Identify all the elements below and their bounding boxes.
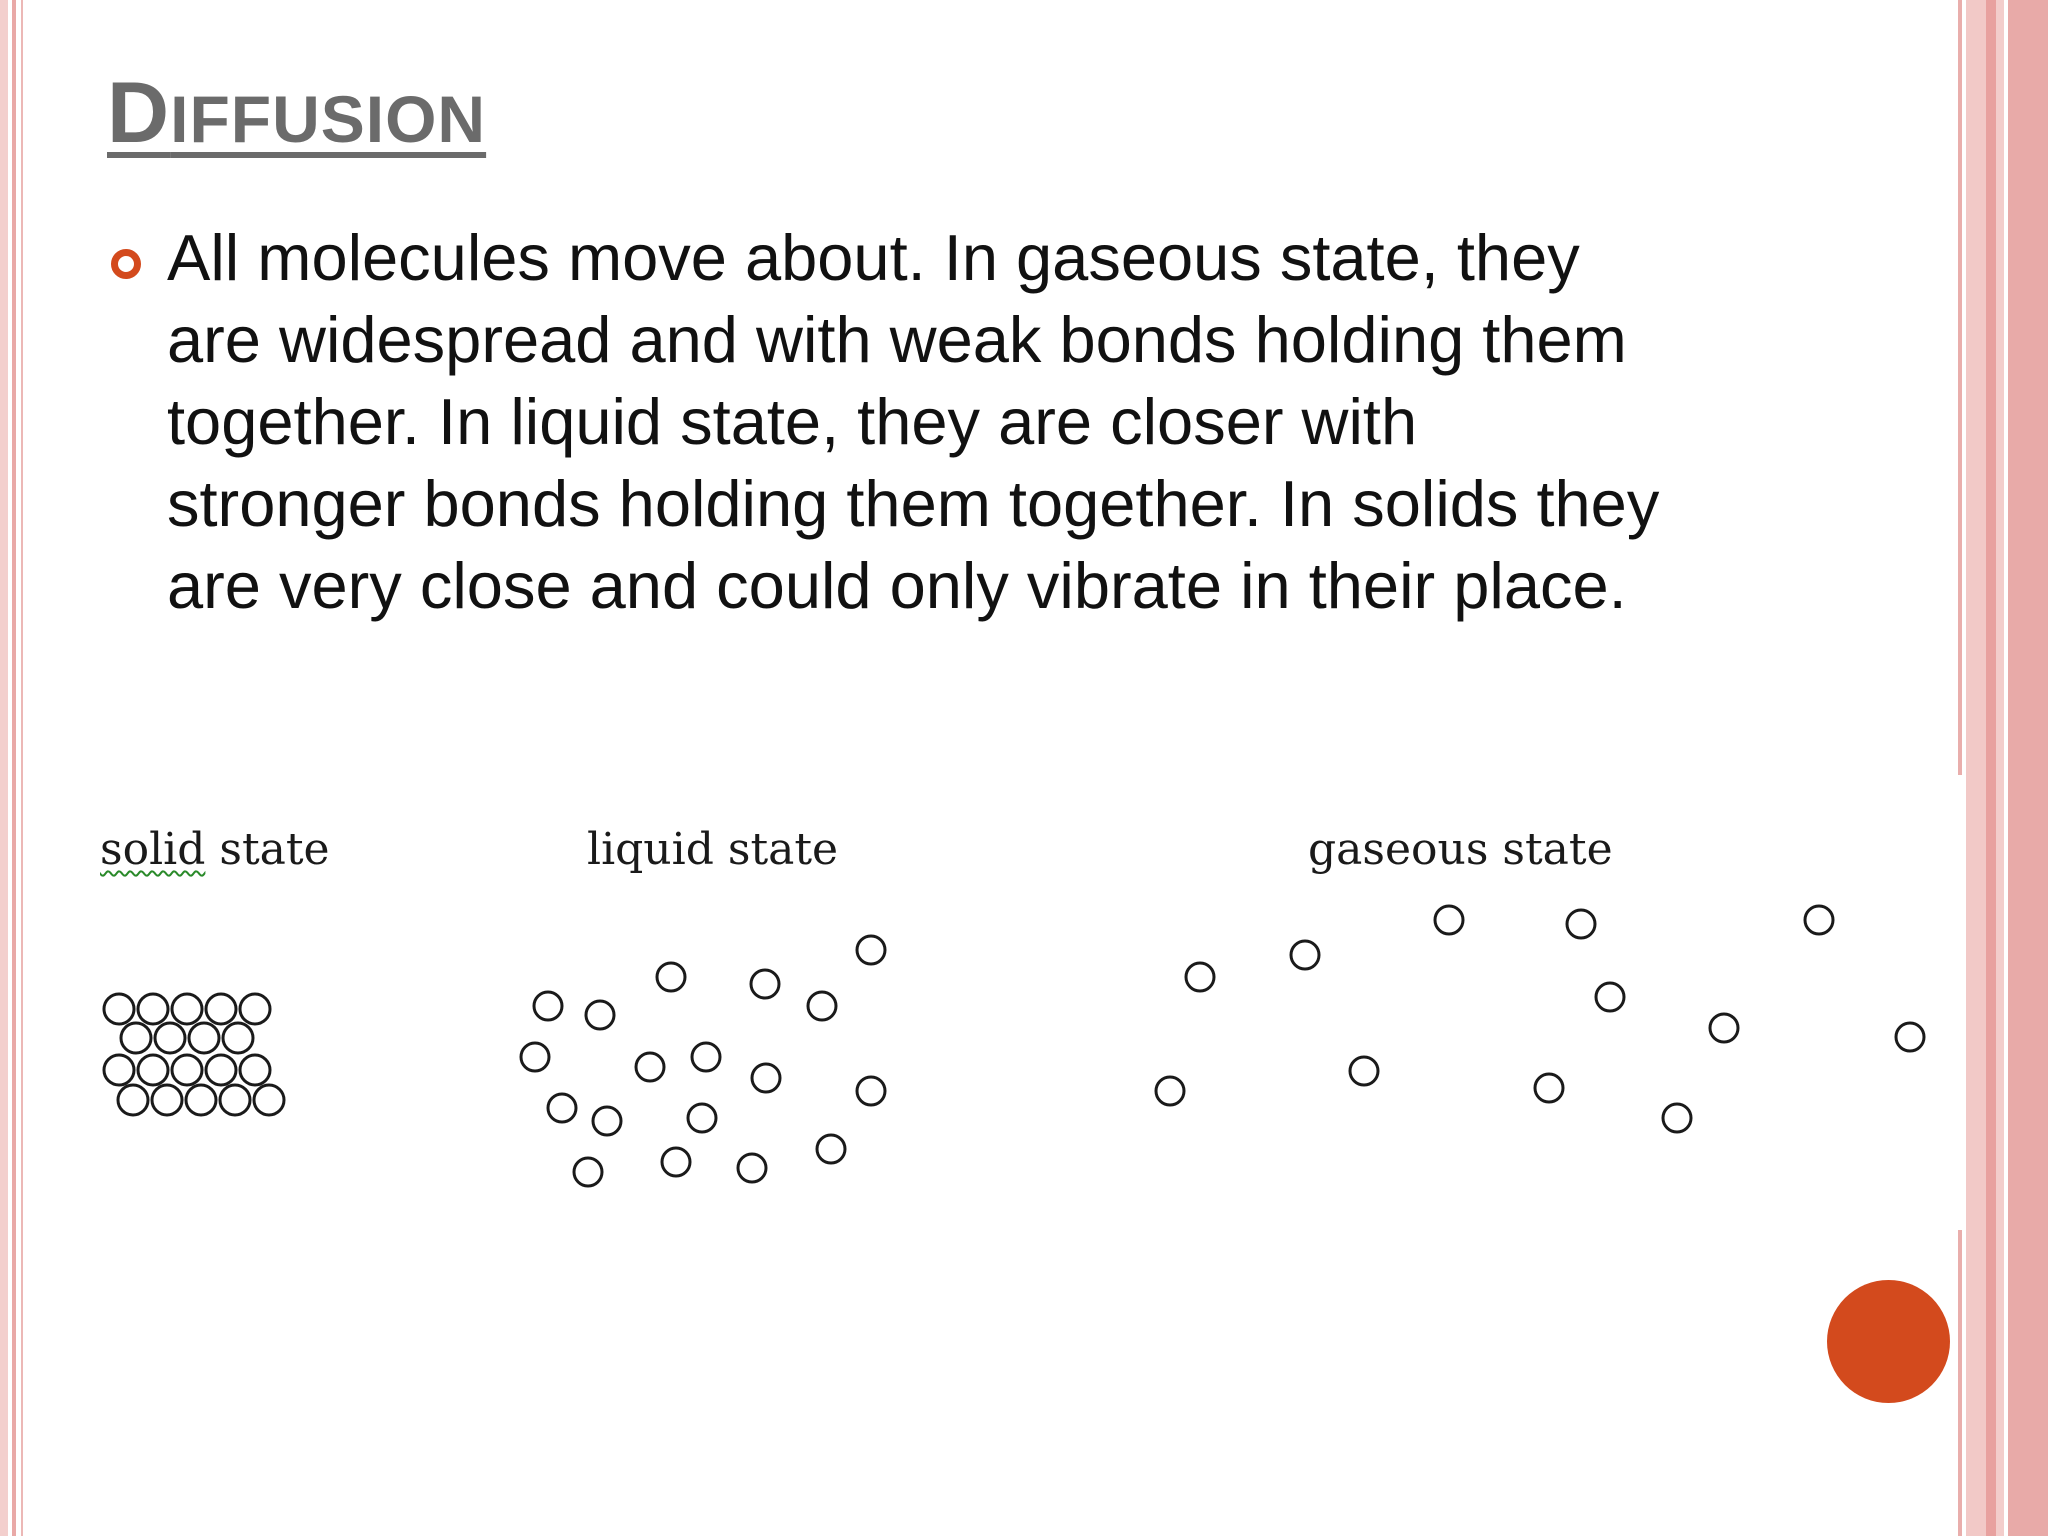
slide-title-rest: IFFUSION <box>170 82 487 156</box>
body-line: All molecules move about. In gaseous state, they <box>167 221 1580 294</box>
body-line: are widespread and with weak bonds holding them <box>167 303 1627 376</box>
frame-right-line <box>1958 0 1962 1536</box>
solid-word: solid <box>100 824 206 875</box>
liquid-state-label: liquid state <box>587 824 839 875</box>
gaseous-state-label: gaseous state <box>1308 824 1613 875</box>
frame-left-outer <box>0 0 8 1536</box>
slide-title-initial: D <box>107 65 171 161</box>
frame-right-outer <box>2008 0 2048 1536</box>
frame-left-inner <box>12 0 16 1536</box>
frame-right-edge <box>1996 0 2004 1536</box>
solid-state-label <box>100 820 330 880</box>
states-diagram-panel <box>100 775 1962 1230</box>
body-paragraph <box>167 217 1767 627</box>
frame-left-line <box>21 0 23 1536</box>
body-line: together. In liquid state, they are closer with <box>167 385 1418 458</box>
slide-accent-dot <box>1827 1280 1950 1403</box>
bullet-ring-icon <box>111 249 141 279</box>
body-line: stronger bonds holding them together. In solids they <box>167 467 1660 540</box>
frame-right-inner <box>1986 0 1996 1536</box>
slide-title <box>107 65 487 164</box>
body-line: are very close and could only vibrate in their place. <box>167 549 1627 622</box>
frame-right-band <box>1966 0 1986 1536</box>
solid-suffix: state <box>205 824 330 875</box>
